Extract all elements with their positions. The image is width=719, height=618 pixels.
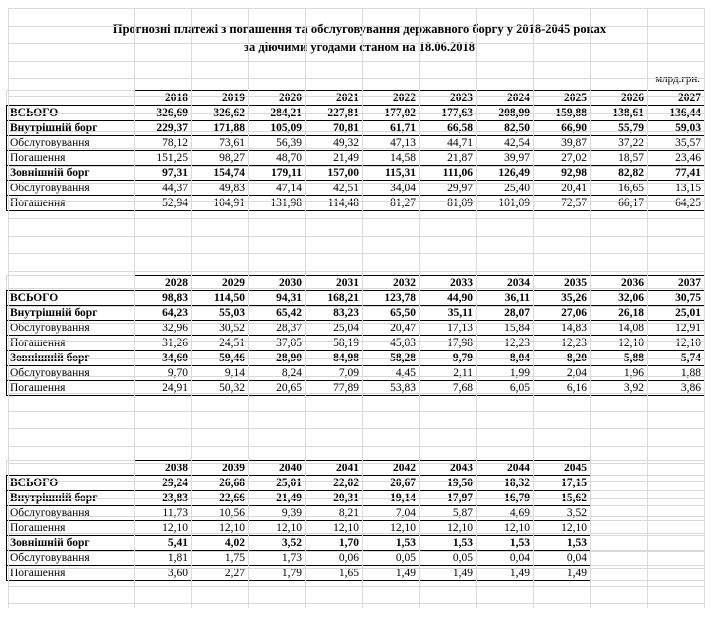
year-header-cell: 2035 — [534, 276, 591, 291]
row-label: Погашення — [7, 336, 135, 351]
value-cell: 24,91 — [135, 381, 192, 396]
value-cell: 0,04 — [477, 551, 534, 566]
value-cell: 32,06 — [591, 291, 648, 306]
year-header-cell: 2041 — [306, 461, 363, 476]
value-cell: 65,50 — [363, 306, 420, 321]
value-cell: 12,23 — [534, 336, 591, 351]
value-cell: 171,88 — [192, 121, 249, 136]
value-cell: 4,45 — [363, 366, 420, 381]
year-header-cell: 2044 — [477, 461, 534, 476]
row-label: Погашення — [7, 521, 135, 536]
value-cell: 114,48 — [306, 196, 363, 211]
row-label: Обслуговування — [7, 321, 135, 336]
value-cell: 25,01 — [648, 306, 705, 321]
value-cell: 7,04 — [363, 506, 420, 521]
value-cell: 2,04 — [534, 366, 591, 381]
table-row — [7, 166, 705, 181]
empty-cell — [648, 551, 705, 566]
value-cell: 15,84 — [477, 321, 534, 336]
value-cell: 1,79 — [249, 566, 306, 581]
value-cell: 39,97 — [477, 151, 534, 166]
value-cell: 19,14 — [363, 491, 420, 506]
value-cell: 17,13 — [420, 321, 477, 336]
value-cell: 49,32 — [306, 136, 363, 151]
value-cell: 55,79 — [591, 121, 648, 136]
value-cell: 3,92 — [591, 381, 648, 396]
value-cell: 1,81 — [135, 551, 192, 566]
value-cell: 22,02 — [306, 476, 363, 491]
value-cell: 48,70 — [249, 151, 306, 166]
value-cell: 42,54 — [477, 136, 534, 151]
value-cell: 98,27 — [192, 151, 249, 166]
value-cell: 78,12 — [135, 136, 192, 151]
table-row — [7, 151, 705, 166]
value-cell: 29,97 — [420, 181, 477, 196]
table-row — [7, 121, 705, 136]
value-cell: 84,98 — [306, 351, 363, 366]
value-cell: 55,03 — [192, 306, 249, 321]
value-cell: 70,81 — [306, 121, 363, 136]
value-cell: 6,05 — [477, 381, 534, 396]
value-cell: 1,99 — [477, 366, 534, 381]
value-cell: 35,57 — [648, 136, 705, 151]
value-cell: 1,49 — [534, 566, 591, 581]
year-header-cell: 2033 — [420, 276, 477, 291]
value-cell: 14,58 — [363, 151, 420, 166]
unit-label: млрд.грн. — [655, 73, 700, 85]
value-cell: 27,06 — [534, 306, 591, 321]
year-header-cell: 2027 — [648, 91, 705, 106]
value-cell: 21,49 — [249, 491, 306, 506]
value-cell: 12,10 — [534, 521, 591, 536]
value-cell: 72,57 — [534, 196, 591, 211]
value-cell: 81,09 — [420, 196, 477, 211]
value-cell: 25,01 — [249, 476, 306, 491]
value-cell: 3,86 — [648, 381, 705, 396]
value-cell: 82,50 — [477, 121, 534, 136]
value-cell: 22,66 — [192, 491, 249, 506]
value-cell: 39,87 — [534, 136, 591, 151]
value-cell: 65,42 — [249, 306, 306, 321]
value-cell: 12,10 — [591, 336, 648, 351]
value-cell: 66,58 — [420, 121, 477, 136]
table-2028-2037 — [6, 275, 705, 396]
title-line-1: Прогнозні платежі з погашення та обслуговування державного боргу у 2018-2045 роках — [112, 22, 607, 36]
value-cell: 37,22 — [591, 136, 648, 151]
value-cell: 20,41 — [534, 181, 591, 196]
year-header-cell: 2034 — [477, 276, 534, 291]
value-cell: 1,88 — [648, 366, 705, 381]
value-cell: 58,19 — [306, 336, 363, 351]
value-cell: 138,61 — [591, 106, 648, 121]
empty-cell — [591, 536, 648, 551]
year-header-cell: 2036 — [591, 276, 648, 291]
empty-cell — [591, 476, 648, 491]
value-cell: 154,74 — [192, 166, 249, 181]
value-cell: 35,26 — [534, 291, 591, 306]
year-header-cell: 2030 — [249, 276, 306, 291]
value-cell: 12,10 — [363, 521, 420, 536]
year-header-cell: 2025 — [534, 91, 591, 106]
row-label: Обслуговування — [7, 181, 135, 196]
value-cell: 115,31 — [363, 166, 420, 181]
value-cell: 1,53 — [477, 536, 534, 551]
value-cell: 12,10 — [420, 521, 477, 536]
year-header-cell: 2031 — [306, 276, 363, 291]
value-cell: 47,13 — [363, 136, 420, 151]
row-label: Обслуговування — [7, 366, 135, 381]
year-header-cell: 2018 — [135, 91, 192, 106]
year-header-cell: 2026 — [591, 91, 648, 106]
row-label: Зовнішній борг — [7, 536, 135, 551]
value-cell: 20,65 — [249, 381, 306, 396]
row-label: ВСЬОГО — [7, 106, 135, 121]
row-label: Внутрішній борг — [7, 306, 135, 321]
value-cell: 17,98 — [420, 336, 477, 351]
value-cell: 2,11 — [420, 366, 477, 381]
empty-cell — [591, 506, 648, 521]
value-cell: 10,56 — [192, 506, 249, 521]
year-header-cell: 2019 — [192, 91, 249, 106]
value-cell: 77,89 — [306, 381, 363, 396]
value-cell: 168,21 — [306, 291, 363, 306]
value-cell: 105,09 — [249, 121, 306, 136]
value-cell: 284,21 — [249, 106, 306, 121]
value-cell: 18,32 — [477, 476, 534, 491]
table-row — [7, 291, 705, 306]
value-cell: 5,88 — [591, 351, 648, 366]
value-cell: 20,67 — [363, 476, 420, 491]
empty-cell — [648, 506, 705, 521]
value-cell: 24,51 — [192, 336, 249, 351]
value-cell: 92,98 — [534, 166, 591, 181]
value-cell: 20,31 — [306, 491, 363, 506]
table-row — [7, 306, 705, 321]
empty-cell — [591, 551, 648, 566]
value-cell: 34,04 — [363, 181, 420, 196]
value-cell: 2,27 — [192, 566, 249, 581]
value-cell: 5,74 — [648, 351, 705, 366]
value-cell: 114,50 — [192, 291, 249, 306]
value-cell: 1,49 — [477, 566, 534, 581]
value-cell: 5,87 — [420, 506, 477, 521]
value-cell: 12,10 — [249, 521, 306, 536]
value-cell: 12,91 — [648, 321, 705, 336]
value-cell: 16,65 — [591, 181, 648, 196]
value-cell: 177,02 — [363, 106, 420, 121]
value-cell: 5,41 — [135, 536, 192, 551]
year-header-cell: 2028 — [135, 276, 192, 291]
value-cell: 49,83 — [192, 181, 249, 196]
value-cell: 12,10 — [135, 521, 192, 536]
row-label: Погашення — [7, 566, 135, 581]
value-cell: 1,53 — [420, 536, 477, 551]
value-cell: 101,09 — [477, 196, 534, 211]
value-cell: 1,53 — [363, 536, 420, 551]
value-cell: 3,52 — [249, 536, 306, 551]
year-header-cell: 2043 — [420, 461, 477, 476]
year-header-cell: 2020 — [249, 91, 306, 106]
value-cell: 82,82 — [591, 166, 648, 181]
year-header-cell: 2022 — [363, 91, 420, 106]
value-cell: 179,11 — [249, 166, 306, 181]
table-row — [7, 551, 705, 566]
value-cell: 59,03 — [648, 121, 705, 136]
value-cell: 64,25 — [648, 196, 705, 211]
value-cell: 98,83 — [135, 291, 192, 306]
row-label: Обслуговування — [7, 551, 135, 566]
value-cell: 123,78 — [363, 291, 420, 306]
value-cell: 14,83 — [534, 321, 591, 336]
value-cell: 21,87 — [420, 151, 477, 166]
row-label: Погашення — [7, 381, 135, 396]
value-cell: 66,17 — [591, 196, 648, 211]
row-label: Внутрішній борг — [7, 121, 135, 136]
value-cell: 227,81 — [306, 106, 363, 121]
table-row — [7, 506, 705, 521]
header-label-cell — [7, 91, 135, 106]
value-cell: 61,71 — [363, 121, 420, 136]
value-cell: 131,98 — [249, 196, 306, 211]
value-cell: 1,70 — [306, 536, 363, 551]
value-cell: 83,23 — [306, 306, 363, 321]
row-label: Погашення — [7, 196, 135, 211]
value-cell: 326,62 — [192, 106, 249, 121]
value-cell: 23,83 — [135, 491, 192, 506]
value-cell: 44,71 — [420, 136, 477, 151]
value-cell: 20,47 — [363, 321, 420, 336]
value-cell: 56,39 — [249, 136, 306, 151]
value-cell: 42,51 — [306, 181, 363, 196]
table-row — [7, 196, 705, 211]
value-cell: 13,15 — [648, 181, 705, 196]
value-cell: 1,49 — [363, 566, 420, 581]
value-cell: 12,10 — [477, 521, 534, 536]
value-cell: 126,49 — [477, 166, 534, 181]
value-cell: 73,61 — [192, 136, 249, 151]
row-label: Внутрішній борг — [7, 491, 135, 506]
value-cell: 111,06 — [420, 166, 477, 181]
value-cell: 17,97 — [420, 491, 477, 506]
year-header-cell: 2042 — [363, 461, 420, 476]
value-cell: 1,96 — [591, 366, 648, 381]
value-cell: 29,24 — [135, 476, 192, 491]
year-header-cell: 2029 — [192, 276, 249, 291]
value-cell: 23,46 — [648, 151, 705, 166]
value-cell: 21,49 — [306, 151, 363, 166]
value-cell: 0,06 — [306, 551, 363, 566]
row-label: ВСЬОГО — [7, 476, 135, 491]
value-cell: 30,75 — [648, 291, 705, 306]
value-cell: 11,73 — [135, 506, 192, 521]
value-cell: 19,50 — [420, 476, 477, 491]
value-cell: 8,04 — [477, 351, 534, 366]
year-header-cell: 2039 — [192, 461, 249, 476]
value-cell: 9,70 — [135, 366, 192, 381]
value-cell: 208,99 — [477, 106, 534, 121]
table-row — [7, 536, 705, 551]
value-cell: 4,02 — [192, 536, 249, 551]
row-label: Зовнішній борг — [7, 351, 135, 366]
row-label: Обслуговування — [7, 136, 135, 151]
title-line-2: за діючими угодами станом на 18.06.2018 — [243, 40, 476, 54]
value-cell: 16,79 — [477, 491, 534, 506]
value-cell: 32,96 — [135, 321, 192, 336]
value-cell: 12,23 — [477, 336, 534, 351]
value-cell: 36,11 — [477, 291, 534, 306]
year-header-cell: 2024 — [477, 91, 534, 106]
value-cell: 0,04 — [534, 551, 591, 566]
value-cell: 12,10 — [306, 521, 363, 536]
value-cell: 8,21 — [306, 506, 363, 521]
value-cell: 25,40 — [477, 181, 534, 196]
row-label: Обслуговування — [7, 506, 135, 521]
value-cell: 27,02 — [534, 151, 591, 166]
value-cell: 26,18 — [591, 306, 648, 321]
value-cell: 37,05 — [249, 336, 306, 351]
value-cell: 1,49 — [420, 566, 477, 581]
value-cell: 12,10 — [648, 336, 705, 351]
value-cell: 59,46 — [192, 351, 249, 366]
row-label: Погашення — [7, 151, 135, 166]
value-cell: 18,57 — [591, 151, 648, 166]
value-cell: 9,79 — [420, 351, 477, 366]
year-header-cell: 2037 — [648, 276, 705, 291]
row-label: ВСЬОГО — [7, 291, 135, 306]
value-cell: 1,73 — [249, 551, 306, 566]
value-cell: 1,75 — [192, 551, 249, 566]
value-cell: 28,07 — [477, 306, 534, 321]
value-cell: 28,90 — [249, 351, 306, 366]
value-cell: 6,16 — [534, 381, 591, 396]
table-2018-2027 — [6, 90, 705, 211]
year-header-cell: 2038 — [135, 461, 192, 476]
value-cell: 136,44 — [648, 106, 705, 121]
year-header-cell: 2040 — [249, 461, 306, 476]
empty-cell — [648, 476, 705, 491]
value-cell: 0,05 — [420, 551, 477, 566]
value-cell: 14,08 — [591, 321, 648, 336]
value-cell: 8,24 — [249, 366, 306, 381]
value-cell: 58,28 — [363, 351, 420, 366]
value-cell: 9,39 — [249, 506, 306, 521]
value-cell: 7,09 — [306, 366, 363, 381]
value-cell: 9,14 — [192, 366, 249, 381]
value-cell: 34,60 — [135, 351, 192, 366]
value-cell: 66,90 — [534, 121, 591, 136]
row-label: Зовнішній борг — [7, 166, 135, 181]
value-cell: 3,60 — [135, 566, 192, 581]
value-cell: 97,31 — [135, 166, 192, 181]
empty-cell — [648, 536, 705, 551]
value-cell: 45,03 — [363, 336, 420, 351]
value-cell: 12,10 — [192, 521, 249, 536]
value-cell: 53,83 — [363, 381, 420, 396]
value-cell: 31,26 — [135, 336, 192, 351]
year-header-cell: 2023 — [420, 91, 477, 106]
value-cell: 17,15 — [534, 476, 591, 491]
value-cell: 44,90 — [420, 291, 477, 306]
value-cell: 52,94 — [135, 196, 192, 211]
value-cell: 77,41 — [648, 166, 705, 181]
year-header-row — [7, 91, 705, 106]
value-cell: 157,00 — [306, 166, 363, 181]
value-cell: 44,37 — [135, 181, 192, 196]
table-row — [7, 366, 705, 381]
value-cell: 104,91 — [192, 196, 249, 211]
value-cell: 0,05 — [363, 551, 420, 566]
value-cell: 8,20 — [534, 351, 591, 366]
value-cell: 94,31 — [249, 291, 306, 306]
table-row — [7, 476, 705, 491]
table-row — [7, 336, 705, 351]
value-cell: 30,52 — [192, 321, 249, 336]
value-cell: 64,23 — [135, 306, 192, 321]
year-header-cell: 2045 — [534, 461, 591, 476]
value-cell: 81,27 — [363, 196, 420, 211]
value-cell: 229,37 — [135, 121, 192, 136]
value-cell: 7,68 — [420, 381, 477, 396]
table-2038-2045 — [6, 460, 705, 581]
value-cell: 15,62 — [534, 491, 591, 506]
value-cell: 151,25 — [135, 151, 192, 166]
value-cell: 50,32 — [192, 381, 249, 396]
value-cell: 3,52 — [534, 506, 591, 521]
year-header-cell: 2032 — [363, 276, 420, 291]
value-cell: 159,88 — [534, 106, 591, 121]
value-cell: 1,65 — [306, 566, 363, 581]
value-cell: 1,53 — [534, 536, 591, 551]
value-cell: 35,11 — [420, 306, 477, 321]
year-header-cell: 2021 — [306, 91, 363, 106]
value-cell: 326,69 — [135, 106, 192, 121]
value-cell: 25,04 — [306, 321, 363, 336]
value-cell: 47,14 — [249, 181, 306, 196]
value-cell: 177,63 — [420, 106, 477, 121]
value-cell: 28,37 — [249, 321, 306, 336]
value-cell: 4,69 — [477, 506, 534, 521]
value-cell: 26,68 — [192, 476, 249, 491]
